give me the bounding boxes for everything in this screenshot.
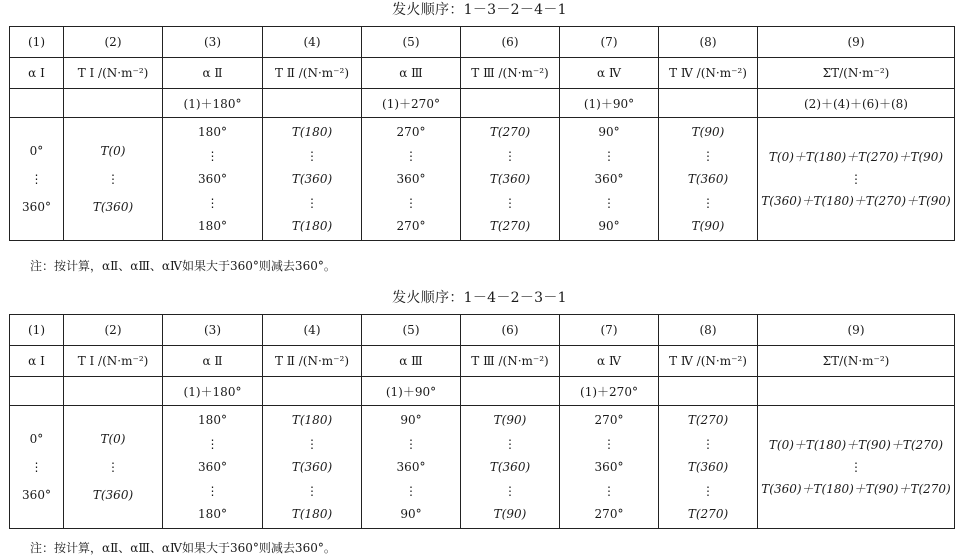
data-value: T(90) xyxy=(493,507,527,521)
data-torque-2 xyxy=(263,118,362,241)
table2-note: 注：按计算，αⅡ、αⅢ、αⅣ如果大于360°则减去360°。 xyxy=(30,541,336,555)
data-torque-2 xyxy=(263,406,362,529)
data-alpha-4 xyxy=(560,406,659,529)
formula-row xyxy=(10,377,955,406)
col-num-8: (8) xyxy=(659,27,758,58)
col-num-2: (2) xyxy=(64,315,163,346)
data-value: T(360) xyxy=(489,460,531,474)
vertical-ellipsis: ⋮ xyxy=(30,460,43,474)
header-torque-2: T Ⅱ /(N·m⁻²) xyxy=(263,346,362,377)
data-value: 360° xyxy=(198,460,227,474)
data-value: 90° xyxy=(400,507,422,521)
data-value: 360° xyxy=(396,172,426,186)
data-value: 180° xyxy=(198,219,227,233)
column-number-row xyxy=(10,315,955,346)
header-total-torque: ΣT/(N·m⁻²) xyxy=(758,58,955,89)
header-total-torque: ΣT/(N·m⁻²) xyxy=(758,346,955,377)
data-value: T(360) xyxy=(687,460,729,474)
data-value: 0° xyxy=(29,432,44,446)
vertical-ellipsis: ⋮ xyxy=(405,483,417,498)
table1 xyxy=(9,26,955,241)
data-value: T(180) xyxy=(291,413,333,427)
vertical-ellipsis: ⋮ xyxy=(206,436,219,451)
col-num-6: (6) xyxy=(461,315,560,346)
data-alpha-4 xyxy=(560,118,659,241)
vertical-ellipsis: ⋮ xyxy=(603,436,615,451)
data-value: 270° xyxy=(396,125,426,139)
rule-alpha-3: (1)＋90° xyxy=(362,377,461,406)
data-value: 90° xyxy=(598,219,620,233)
vertical-ellipsis: ⋮ xyxy=(603,195,615,210)
rule-cell xyxy=(263,377,362,406)
header-alpha-2: α Ⅱ xyxy=(163,58,263,89)
table2-title: 发火顺序：1－4－2－3－1 xyxy=(392,290,567,306)
data-row xyxy=(10,406,955,529)
rule-cell xyxy=(10,89,64,118)
data-value: 180° xyxy=(198,507,227,521)
column-number-row xyxy=(10,27,955,58)
data-value: T(360) xyxy=(92,488,134,502)
rule-cell xyxy=(461,377,560,406)
vertical-ellipsis: ⋮ xyxy=(306,436,318,451)
rule-cell xyxy=(461,89,560,118)
header-alpha-4: α Ⅳ xyxy=(560,346,659,377)
data-value: T(180) xyxy=(291,507,333,521)
header-torque-1: T Ⅰ /(N·m⁻²) xyxy=(64,346,163,377)
header-torque-4: T Ⅳ /(N·m⁻²) xyxy=(659,346,758,377)
data-torque-1 xyxy=(64,406,163,529)
data-alpha-2 xyxy=(163,406,263,529)
data-value: T(360) xyxy=(687,172,729,186)
col-num-2: (2) xyxy=(64,27,163,58)
vertical-ellipsis: ⋮ xyxy=(702,195,714,210)
data-value: T(270) xyxy=(687,507,729,521)
vertical-ellipsis: ⋮ xyxy=(306,195,318,210)
vertical-ellipsis: ⋮ xyxy=(603,483,615,498)
vertical-ellipsis: ⋮ xyxy=(504,436,516,451)
vertical-ellipsis: ⋮ xyxy=(850,172,862,186)
vertical-ellipsis: ⋮ xyxy=(702,436,714,451)
col-num-3: (3) xyxy=(163,27,263,58)
data-value: 360° xyxy=(594,172,624,186)
table2 xyxy=(9,314,955,529)
col-num-7: (7) xyxy=(560,27,659,58)
data-value: T(270) xyxy=(489,125,531,139)
data-value: T(360) xyxy=(489,172,531,186)
data-value: 270° xyxy=(396,219,426,233)
data-value: 360° xyxy=(22,200,51,214)
data-value: 90° xyxy=(400,413,422,427)
data-torque-4 xyxy=(659,406,758,529)
data-value: 180° xyxy=(198,413,227,427)
vertical-ellipsis: ⋮ xyxy=(30,172,43,186)
data-torque-1 xyxy=(64,118,163,241)
rule-alpha-4: (1)＋90° xyxy=(560,89,659,118)
rule-alpha-2: (1)＋180° xyxy=(163,89,263,118)
symbol-header-row xyxy=(10,58,955,89)
header-torque-3: T Ⅲ /(N·m⁻²) xyxy=(461,346,560,377)
rule-sum xyxy=(758,377,955,406)
vertical-ellipsis: ⋮ xyxy=(405,195,417,210)
col-num-5: (5) xyxy=(362,27,461,58)
data-value: T(270) xyxy=(687,413,729,427)
data-alpha-1 xyxy=(10,118,64,241)
data-value: 90° xyxy=(598,125,620,139)
rule-alpha-3: (1)＋270° xyxy=(362,89,461,118)
vertical-ellipsis: ⋮ xyxy=(405,436,417,451)
sum-expression: T(0)＋T(180)＋T(270)＋T(90) xyxy=(768,150,944,164)
data-value: T(360) xyxy=(92,200,134,214)
data-torque-4 xyxy=(659,118,758,241)
col-num-4: (4) xyxy=(263,315,362,346)
table1-title: 发火顺序：1－3－2－4－1 xyxy=(392,2,567,18)
data-value: 270° xyxy=(594,507,624,521)
header-alpha-1: α Ⅰ xyxy=(10,346,64,377)
col-num-9: (9) xyxy=(758,27,955,58)
data-value: T(0) xyxy=(100,432,126,446)
data-alpha-3 xyxy=(362,118,461,241)
table1-note: 注：按计算，αⅡ、αⅢ、αⅣ如果大于360°则减去360°。 xyxy=(30,259,336,273)
header-alpha-1: α Ⅰ xyxy=(10,58,64,89)
formula-row xyxy=(10,89,955,118)
data-value: T(90) xyxy=(691,219,725,233)
data-value: T(180) xyxy=(291,219,333,233)
col-num-8: (8) xyxy=(659,315,758,346)
vertical-ellipsis: ⋮ xyxy=(107,172,119,186)
data-total-torque xyxy=(758,118,955,241)
rule-cell xyxy=(10,377,64,406)
vertical-ellipsis: ⋮ xyxy=(405,148,417,163)
vertical-ellipsis: ⋮ xyxy=(603,148,615,163)
symbol-header-row xyxy=(10,346,955,377)
header-alpha-4: α Ⅳ xyxy=(560,58,659,89)
vertical-ellipsis: ⋮ xyxy=(702,483,714,498)
col-num-1: (1) xyxy=(10,315,64,346)
rule-cell xyxy=(64,377,163,406)
vertical-ellipsis: ⋮ xyxy=(504,148,516,163)
vertical-ellipsis: ⋮ xyxy=(206,483,219,498)
data-alpha-3 xyxy=(362,406,461,529)
col-num-4: (4) xyxy=(263,27,362,58)
data-value: 0° xyxy=(29,144,44,158)
header-torque-2: T Ⅱ /(N·m⁻²) xyxy=(263,58,362,89)
header-alpha-3: α Ⅲ xyxy=(362,346,461,377)
rule-cell xyxy=(659,377,758,406)
data-value: T(90) xyxy=(691,125,725,139)
data-value: 270° xyxy=(594,413,624,427)
rule-sum: (2)＋(4)＋(6)＋(8) xyxy=(758,89,955,118)
rule-cell xyxy=(64,89,163,118)
vertical-ellipsis: ⋮ xyxy=(850,460,862,474)
vertical-ellipsis: ⋮ xyxy=(306,483,318,498)
data-alpha-2 xyxy=(163,118,263,241)
vertical-ellipsis: ⋮ xyxy=(504,483,516,498)
vertical-ellipsis: ⋮ xyxy=(306,148,318,163)
data-value: T(0) xyxy=(100,144,126,158)
data-value: 360° xyxy=(198,172,227,186)
data-value: 360° xyxy=(396,460,426,474)
col-num-1: (1) xyxy=(10,27,64,58)
data-value: T(270) xyxy=(489,219,531,233)
sum-expression: T(0)＋T(180)＋T(90)＋T(270) xyxy=(768,438,944,452)
header-torque-1: T Ⅰ /(N·m⁻²) xyxy=(64,58,163,89)
header-alpha-3: α Ⅲ xyxy=(362,58,461,89)
col-num-5: (5) xyxy=(362,315,461,346)
rule-cell xyxy=(659,89,758,118)
data-total-torque xyxy=(758,406,955,529)
col-num-7: (7) xyxy=(560,315,659,346)
col-num-9: (9) xyxy=(758,315,955,346)
vertical-ellipsis: ⋮ xyxy=(206,195,219,210)
data-value: T(360) xyxy=(291,460,333,474)
rule-alpha-4: (1)＋270° xyxy=(560,377,659,406)
data-torque-3 xyxy=(461,406,560,529)
data-value: 360° xyxy=(594,460,624,474)
header-torque-4: T Ⅳ /(N·m⁻²) xyxy=(659,58,758,89)
col-num-6: (6) xyxy=(461,27,560,58)
header-alpha-2: α Ⅱ xyxy=(163,346,263,377)
data-torque-3 xyxy=(461,118,560,241)
rule-cell xyxy=(263,89,362,118)
sum-expression: T(360)＋T(180)＋T(90)＋T(270) xyxy=(761,482,951,496)
col-num-3: (3) xyxy=(163,315,263,346)
data-alpha-1 xyxy=(10,406,64,529)
data-value: T(90) xyxy=(493,413,527,427)
header-torque-3: T Ⅲ /(N·m⁻²) xyxy=(461,58,560,89)
rule-alpha-2: (1)＋180° xyxy=(163,377,263,406)
data-value: T(360) xyxy=(291,172,333,186)
data-value: T(180) xyxy=(291,125,333,139)
vertical-ellipsis: ⋮ xyxy=(504,195,516,210)
data-row xyxy=(10,118,955,241)
vertical-ellipsis: ⋮ xyxy=(206,148,219,163)
vertical-ellipsis: ⋮ xyxy=(702,148,714,163)
vertical-ellipsis: ⋮ xyxy=(107,460,119,474)
data-value: 360° xyxy=(22,488,51,502)
sum-expression: T(360)＋T(180)＋T(270)＋T(90) xyxy=(761,194,951,208)
data-value: 180° xyxy=(198,125,227,139)
